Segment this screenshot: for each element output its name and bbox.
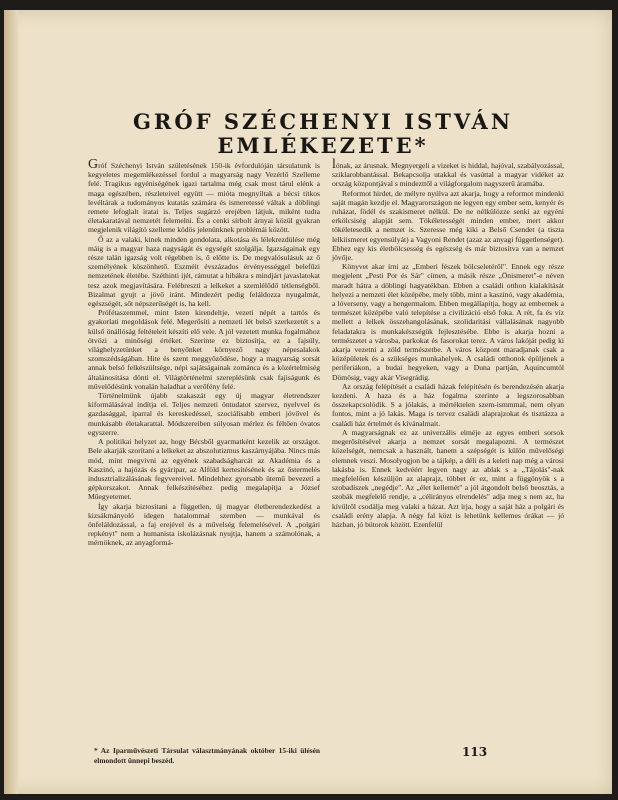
paragraph: Az ország felépítését a családi házak felépítésén és berendezésén akarja kezdeni. A haza és a ház fogalma szerinte a legszorosabban összekapcsolódik. S a jólakás, a mértéktelen szem-ismmmal, nem olyan fontos, mint a jó lakás. Maga is tervez családi alaprajzokat és tisztázza a családi ház értelmét és kívánalmait.	[332, 381, 564, 428]
left-column	[88, 157, 320, 548]
page-binding-edge	[4, 10, 18, 794]
paragraph: A magyarságnak ez az univerzális elméje az egyes emberi sorsok megerősítésével akarja a nemzet sorsát megalapozni. A természet közelségét, nemcsak a használt, hanem a szépségét is külön művelőségi elemnek veszi. Mosolyogjon be a tájkép, a déli és a keleti nap még a városi lakásba is. Ennek kedvéért legyen nagy az ablak s a „Tájolás"-nak megfelelően készüljön az alaprajz, többet ér ez, mint a függönyök s a szobadíszek „negédje". Az „élet kellemét" a jól átgondolt belső beosztás, a szobák megfelelő rendje, a „célirányos elrendelés" adja meg s nem az, ha kívülről csodálja meg valaki a házat. Azt írja, hogy a saját ház a polgári és családi erény alapja. A négy fal közt is lehetünk kellemes órákat — jó házban, jó bútorok között. Ezenfelül	[332, 427, 564, 529]
paragraph: Történelmünk újabb szakaszát egy új magyar életrendszer kiformálásával indítja el. Teljes nemzeti öntudatot szervez, nyelvvel és gazdasággal, iparral és kereskedéssel, szociálisabb emberi jóvővel és munkásabb életakarattal. Módszereiben súlyosan mérlez és féltően óvatos egyszerre.	[88, 391, 320, 437]
title-line-2: EMLÉKEZETE*	[217, 133, 429, 158]
paragraph: Prófétaszemmel, mint Isten kirendeltje, vezeti népét a tartós és gyakorlati megoldások felé. Megerősíti a nemzeti lét belső szerkezetét s a külső önállóság feltételeit készíti elő vele. A jól vezetett munka fogalmához ötvözi a minőségi értéket. Szerinte ez biztosítja, ez a fajsúly, világhelyzetünket a benyőnket környező nagy népesalakok szomszédságában. Hite és szent meggyőződése, hogy a magyarság sorsát annak belső felkészültsége, népi sajátságainak zománca és a közértelmiség általánosítása dönti el. Világtörténelmi szereplésünk csak fajiságunk és művelődésünk vonalán haladhat a verőfény felé.	[88, 308, 320, 391]
paragraph: Könyvet akar írni az „Emberi fészek bölcseletéről". Ennek egy része megjelent „Pesti Por és Sár" címen, a másik része „Önismeret"-e néven maradt hátra a döblingi hagyatékban. Ebben a családi otthon kialakítását helyezi a nemzeti élet középébe, mely több, mint a kaszinó, vagy akadémia, a lóverseny, vagy a hengermalom. Ebben megállapítja, hogy az embernek a természet középébe való telepítése a civilizáció első foka. A rét, fa és víz mellett a lelkek összehangolásának, szolidaritási vállalásának nagyobb feladatakra is munkakészségük fejlesztésébe. Ebbe is akarja hozni a természetet a városba, parkokat és fasorokat terez. A város lakóját pedig ki akarja vezetni a zöld természetbe. A város központ maradjanak csak a középületek és a szükséges munkahelyek. A családi otthonok épüljenek a periferiákon, a budai hegyeken, vagy a Duna partján, Aquincumtól Dömösig, vagy akár Visegrádig.	[332, 262, 564, 382]
paragraph: Így akarja biztosítani a független, új magyar életberendezkedést a kizsákmányoló idegen hatalommal szemben — munkával és önfeláldozással, a faj erejével és a művelség felemelésével. A „polgári repkényt" nem a humanista iskolázásnak nyujtja, hanem a számolónak, a mérnöknek, az anyagformá-	[88, 501, 320, 548]
footnote: * Az Iparművészeti Társulat választmányának október 15-iki ülésén elmondott ünnepi beszéd.	[94, 746, 320, 765]
page-title	[44, 110, 602, 158]
book-page	[4, 10, 612, 794]
paragraph: lónak, az árusnak. Megnyergeli a vizeket is hiddal, hajóval, szabályozással, sziklarobbantással. Bekapcsolja utakkal és vasúttal a magyar vidéket az ország központjával s mindezttől a világforgalom nagyszerű áramába.	[332, 157, 564, 189]
page-number: 113	[462, 745, 488, 759]
paragraph: Ő az a valaki, kinek minden gondolata, alkotása és lélekrezdülése még máig is a magyar haza nagyságát és egységét szolgálja. Igazságainak egy része talán igazság volt régebben is, ő előtte is. De megvalósulásuk az ő személyének köszönhető. Eszméit évszázados érvényességgel belefűzi nemzetének életébe. Széthinti ijét, rámutat a hibákra s mindjárt javaslatokat tesz azok megjavítására. Felébreszti a lelkeket a szemlélődő tétlenségből. Bizalmat gyujt a jövő iránt. Mindezért pedig feláldozza nyugalmát, egészségét, sőt népszerűségét is, ha kell.	[88, 234, 320, 309]
title-line-1: GRÓF SZÉCHENYI ISTVÁN	[132, 109, 514, 134]
right-column	[332, 157, 564, 529]
paragraph: Reformot hirdet, de mélyre nyúlva azt akarja, hogy a reformot mindenki saját magán kezdje el. Magyarországon ne legyen egy ember sem, kenyér és ruházat, födél és szakismeret nélkül. De ne nélkülözze senki az egyéni erkölcsiség alapját sem. Tökéletességét minden ember, mert akkor tökéletesedik a nemzet is. Szeresse még kiki a Belső Csendet (a tiszta lelkiismeret egyensúlyát) a Vagyoni Rendet (azaz az anyagi függetlenséget). Ebhez egy kis életbölcsesség és egészség és már biztosítva van a nemzet jövője.	[332, 188, 564, 263]
paragraph: Gróf Széchenyi István születésének 150-ik évfordulóján társulatunk is kegyeletes megemlékezéssel fordul a magyarság nagy Vezérlő Szelleme felé. Tragikus egyéniségének igazi tartalma még csak most tárul elénk a maga egészében, részleteivel együtt — miótа megnyíltak a bécsi titkos levéltárak a tudományos kutatás számára és ismeretessé váltak a döblingi remete lefoglalt iratai is. Teljes sugárzó erejében látjuk, miként tudta életakaratával nemzetét felemelni. És a cenki sírbolt árnyai közül gyakran megjelenik világító szelleme ködös jelenünknek problémái között.	[88, 157, 320, 235]
paragraph: A politikai helyzet az, hogy Bécsből gyarmatként kezelik az országot. Bele akarják szorítani a lelkeket az abszolutizmus kaszárnyájába. Nincs más mód, mint megvívni az egyének szabadságharcát az Akadémia és a Kaszinó, a hajózás és gyáripar, az Alföld kertesítésének és az őstermelés indusztrializálásának fegyvereivel. Mindehhez gyorsabb ütemű bevezetí a gépkorszakot. Annak felkészítéséhez pedig megalapítja a József Műegyetemet.	[88, 437, 320, 502]
